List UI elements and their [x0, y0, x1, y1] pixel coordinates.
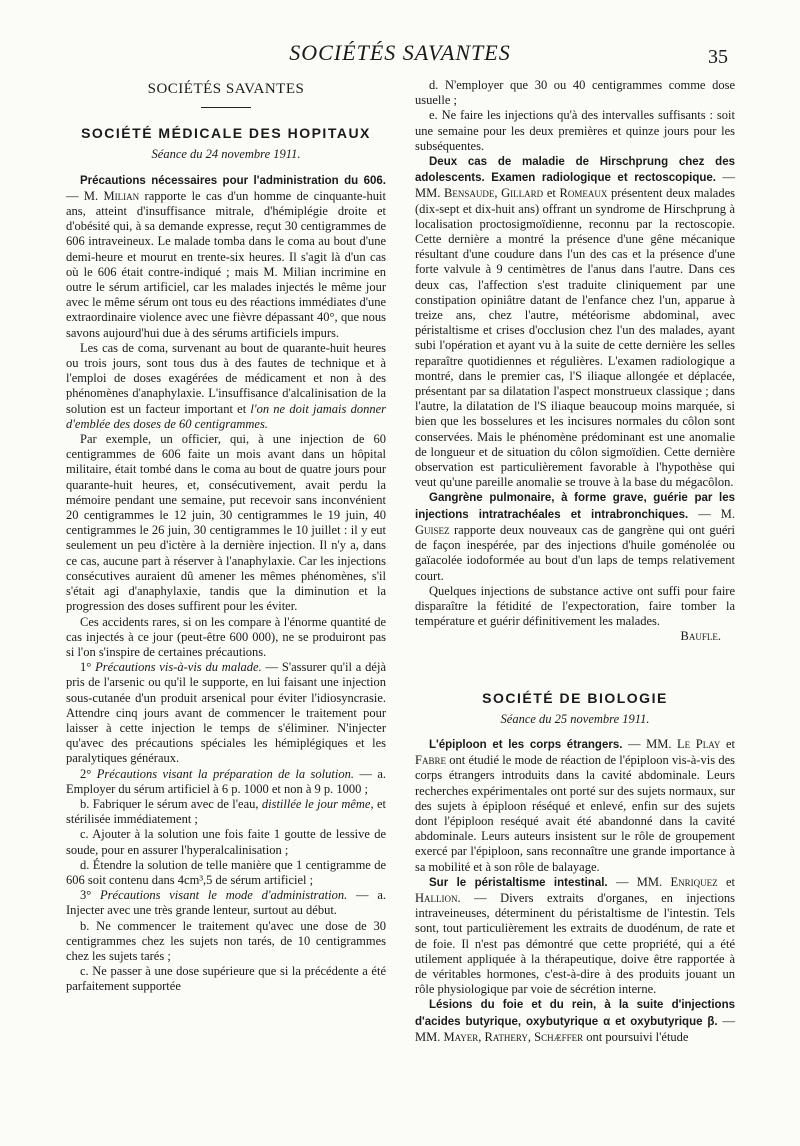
item-number: 1° — [80, 660, 96, 675]
paragraph — [415, 875, 735, 998]
author-name: Bensaude, Gillard — [444, 186, 544, 201]
society-heading: SOCIÉTÉ MÉDICALE DES HOPITAUX — [81, 125, 371, 142]
author-name: Mayer, Rathery, Schæffer — [443, 1029, 584, 1044]
left-column — [66, 78, 386, 995]
paragraph — [415, 997, 735, 1045]
paragraph-heading: Deux cas de maladie de Hirschprung chez des adolescents. Examen radiologique et rectoscopique. — [415, 156, 735, 185]
author-name: Guisez — [415, 522, 450, 537]
session-date: Séance du 25 novembre 1911. — [500, 711, 650, 726]
session-date: Séance du 24 novembre 1911. — [151, 147, 301, 162]
emphasis-text: l'on ne doit jamais donner d'emblée des doses de 60 centigrammes. — [66, 401, 387, 431]
author-name: Milian — [103, 188, 140, 203]
paragraph: b. Ne commencer le traitement qu'avec une dose de 30 centigrammes chez les sujets non tarés, de 10 centigrammes chez les sujets tarés ; — [66, 918, 386, 963]
paragraph — [66, 173, 386, 341]
paragraph-text: — a. Injecter avec une très grande lenteur, surtout au début. — [66, 888, 387, 918]
paragraph — [66, 888, 386, 918]
author-name: Enriquez — [670, 874, 718, 889]
author-name: Romeaux — [559, 186, 608, 201]
title-rule — [201, 107, 251, 108]
paragraph: Quelques injections de substance active ont suffi pour faire disparaître la fétidité de l'expectoration, faire tomber la température et guérir définitivement les malades. — [415, 583, 735, 629]
society-heading: SOCIÉTÉ DE BIOLOGIE — [482, 689, 668, 706]
paragraph — [415, 490, 735, 583]
paragraph: c. Ajouter à la solution une fois faite 1 goutte de lessive de soude, pour en assurer l'hyperalcalinisation ; — [66, 827, 386, 857]
emphasis-text: Précautions visant la préparation de la solution. — [96, 766, 354, 781]
item-number: 2° — [80, 766, 97, 781]
dash: — MM. — [622, 736, 678, 751]
paragraph-text: ont poursuivi l'étude — [583, 1029, 689, 1044]
dash: — M. — [688, 506, 735, 521]
paragraph: c. Ne passer à une dose supérieure que si la précédente a été parfaitement supportée — [66, 964, 386, 994]
dash: — MM. — [415, 170, 735, 201]
paragraph: Par exemple, un officier, qui, à une injection de 60 centigrammes de 606 faite un mois avant dans un hôpital militaire, était tombé dans le coma au bout de quatre jours pour quarante-huit heures, et, consécutivement, avait perdu la mémoire pendant une semaine, put recevoir sans inconvénient 20 centigrammes le 12 juin, 30 centigrammes le 19 juin, 40 centigrammes le 26 juin, 30 centigrammes le 10 juillet : il y eut seulement un peu d'ictère à la dernière injection. Il n'y a, dans ce cas, aucune part à réserver à l'anaphylaxie. Car les injections consécutives auraient dû amener les mêmes phénomènes, s'il s'était agi d'anaphylaxie, tandis que la diminution et la progression des doses suffirent pour les éviter. — [66, 432, 386, 614]
emphasis-text: Précautions vis-à-vis du malade. — [95, 660, 262, 675]
paragraph — [66, 797, 386, 827]
paragraph — [66, 341, 386, 432]
paragraph-text: Les cas de coma, survenant au bout de quarante-huit heures ou trois jours, sont tous dus à des fautes de technique et à l'emploi de doses exagérées de médicament et non à des phénomènes d'anaphylaxie. L'insuffisance d'alcalinisation de la solution est un facteur important et — [66, 340, 386, 416]
paragraph-text: rapporte le cas d'un homme de cinquante-huit ans, atteint d'insuffisance mitrale, d'hémiplégie droite et d'obésité qui, à sa demande expresse, reçut 30 centigrammes de 606 intraveineux. Le malade tomba dans le coma au bout d'une demi-heure et mourut en trente-six heures. Il s'agit là d'un cas où le 606 était contre-indiqué ; mais M. Milian incrimine en outre le sérum artificiel, car les malades injectés le même jour avec le même sérum ont tous eu des réactions immédiates d'une extraordinaire violence avec une fièvre dépassant 40°, que nous savons aujourd'hui due à des sérums artificiels impurs. — [66, 188, 386, 340]
paragraph-text: rapporte deux nouveaux cas de gangrène qui ont guéri de façon inespérée, par des injections d'huile goménolée ou gaïacolée iodoformée au bout d'un laps de temps relativement court. — [415, 522, 735, 583]
paragraph-heading: L'épiploon et les corps étrangers. — [429, 738, 623, 751]
conjunction: et — [543, 186, 560, 201]
item-number: 3° — [80, 888, 101, 903]
paragraph-text: . — Divers extraits d'organes, en injections intraveineuses, déterminent du péristaltisme de l'intestin. Tels sont, tout particulièrement les extraits de duodénum, de rate et de foie. Il n'est pas démontré que cette propriété, qui a été utilement appliquée à la thérapeutique, doive être rapportée à de véritables hormones, c'est-à-dire à des produits jouant un rôle physiologique par voie de sécrétion interne. — [415, 890, 735, 997]
right-column — [415, 78, 735, 1045]
dash: — MM. — [607, 874, 671, 889]
paragraph: Ces accidents rares, si on les compare à l'énorme quantité de cas injectés à ce jour (peut-être 600 000), ne se produiront pas si l'on s'inspire de certaines précautions. — [66, 614, 386, 659]
paragraph: e. Ne faire les injections qu'à des intervalles suffisants : soit une semaine pour les deux premières et quinze jours pour les subséquentes. — [415, 108, 735, 153]
emphasis-text: Précautions visant le mode d'administration. — [100, 888, 348, 903]
paragraph-heading: Lésions du foie et du rein, à la suite d'injections d'acides butyrique, oxybutyrique α et oxybutyrique β. — [415, 999, 735, 1028]
page-number: 35 — [708, 46, 728, 68]
section-title: SOCIÉTÉS SAVANTES — [147, 81, 305, 97]
dash: — M. — [66, 188, 104, 203]
paragraph-text: présentent deux malades (dix-sept et dix-huit ans) offrant un syndrome de Hirschprung à localisation proctosigmoïdienne, reconnu par la rectoscopie. Cette dernière a montré la présence d'une gêne mécanique résultant d'une coudure dans l'un des cas et la présence d'une forte valvule à 9 centimètres de l'anus dans l'autre. Dans ces deux cas, l'affection s'est traduite cliniquement par une constipation opiniâtre datant de l'enfance chez l'un, apparue à treize ans, chez l'autre, météorisme abdominal, avec péristaltisme et crises d'occlusion chez l'un des malades, ayant subi l'opération et ayant vu à la suite de cette dernière les selles reparaître quotidiennes et régulières. L'examen radiologique a montré, dans le premier cas, l'S iliaque allongée et déplacée, présentant par sa dilatation l'aspect monstrueux classique ; dans l'autre, la dilatation de l'S iliaque beaucoup moins marquée, si bien que les bosselures et les incisures normales du côlon sont conservées. Mais le phénomène prédominant est une anomalie de longueur et de situation du côlon sigmoïdien. Cette dernière observation est particulièrement favorable à l'hypothèse qui veut qu'une pareille anomalie se trouve à la base du mégacôlon. — [415, 186, 736, 490]
paragraph-text: — S'assurer qu'il a déjà pris de l'arsenic ou qu'il le supporte, en lui faisant une injection sous-cutanée d'un produit arsenical pour éviter l'idiosyncrasie. Attendre cinq jours avant de commencer le traitement pour laisser à cette injection le temps de s'éliminer. N'injecter qu'avec des précautions spéciales les hémiplégiques et les paralytiques généraux. — [66, 660, 386, 766]
paragraph — [66, 660, 386, 766]
emphasis-text: distillée le jour même, — [261, 796, 374, 811]
signature: Baufle. — [680, 629, 721, 644]
conjunction: et — [720, 736, 735, 751]
conjunction: et — [717, 874, 735, 889]
author-name: Fabre — [415, 753, 446, 768]
paragraph-text: et stérilisée immédiatement ; — [66, 796, 386, 827]
author-name: Hallion — [415, 890, 458, 905]
paragraph — [415, 154, 735, 490]
paragraph — [66, 767, 386, 797]
paragraph: d. N'employer que 30 ou 40 centigrammes comme dose usuelle ; — [415, 78, 735, 108]
paragraph-text: b. Fabriquer le sérum avec de l'eau, — [80, 796, 262, 811]
paragraph-heading: Sur le péristaltisme intestinal. — [429, 876, 608, 889]
running-title: SOCIÉTÉS SAVANTES — [289, 40, 511, 65]
paragraph: d. Étendre la solution de telle manière que 1 centigramme de 606 soit contenu dans 4cm³,5 de sérum artificiel ; — [66, 857, 386, 887]
dash: — MM. — [415, 1013, 735, 1044]
paragraph — [415, 737, 735, 875]
paragraph-heading: Gangrène pulmonaire, à forme grave, guérie par les injections intratrachéales et intrabronchiques. — [415, 492, 735, 521]
author-name: Le Play — [677, 736, 721, 751]
paragraph-heading: Précautions nécessaires pour l'administration du 606. — [80, 174, 386, 187]
section-spacer — [415, 645, 735, 673]
paragraph-text: — a. Employer du sérum artificiel à 6 p. 1000 et non à 9 p. 1000 ; — [66, 766, 386, 796]
paragraph-text: ont étudié le mode de réaction de l'épiploon vis-à-vis des corps étrangers introduits dans la cavité abdominale. Leurs recherches expérimentales ont porté sur des sujets normaux, sur des sujets à épiploon réséqué et enlevé, enfin sur des sujets dont l'épiploon reséqué avait été abandonné dans la cavité abdominale. Leurs auteurs insistent sur le rôle de groupement exercé par l'épiploon, sans reconnaître une grande importance à sa mobilité et à son rôle de balayage. — [415, 753, 735, 874]
